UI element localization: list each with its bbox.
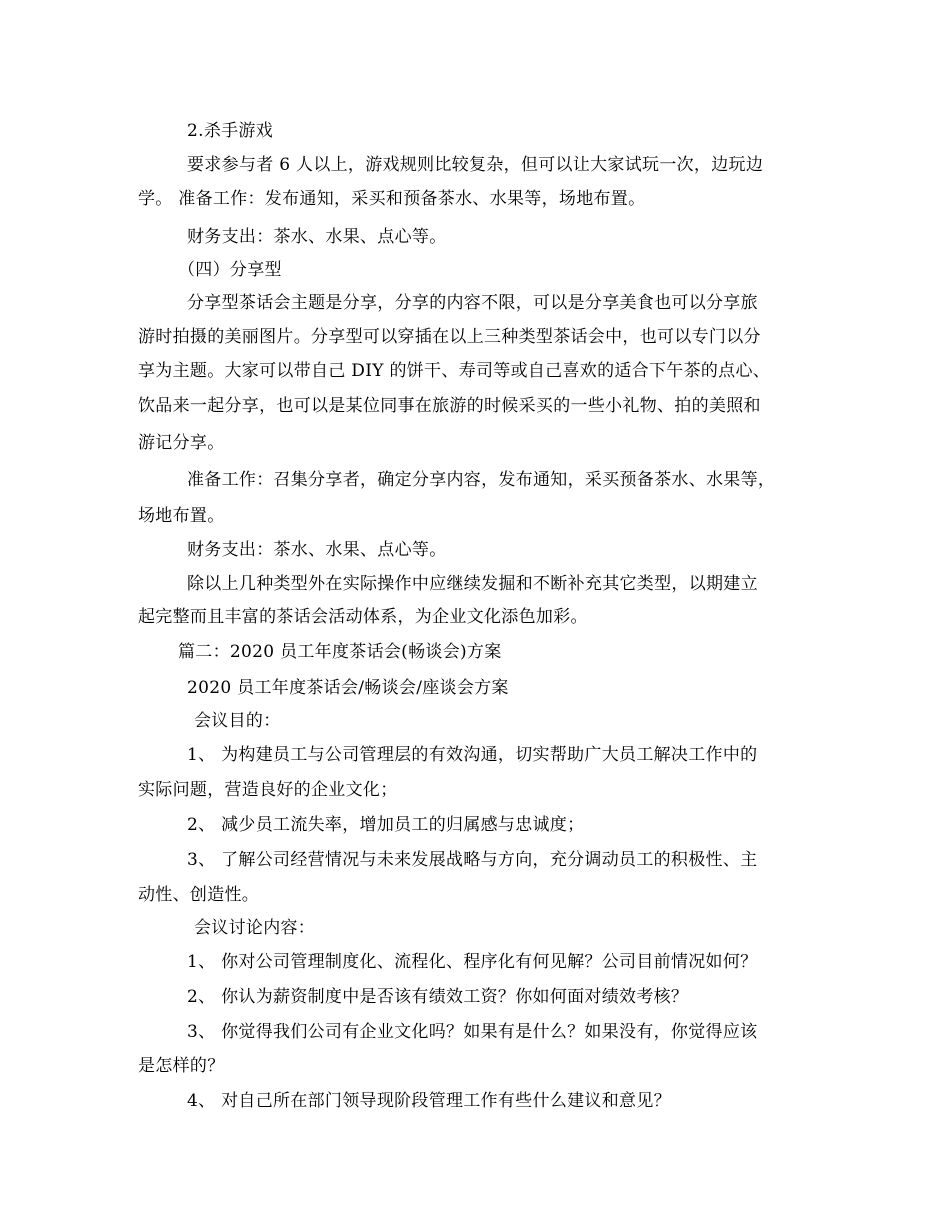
text-line: 除以上几种类型外在实际操作中应继续发掘和不断补充其它类型，以期建立 — [187, 574, 758, 594]
text-line: 游记分享。 — [138, 433, 225, 453]
section-heading: 会议目的： — [194, 711, 281, 731]
text-line: 分享型茶话会主题是分享，分享的内容不限，可以是分享美食也可以分享旅 — [187, 293, 758, 313]
list-item: 1、 你对公司管理制度化、流程化、程序化有何见解？公司目前情况如何？ — [187, 952, 758, 972]
text-line: 起完整而且丰富的茶话会活动体系，为企业文化添色加彩。 — [138, 607, 588, 627]
list-item: 2、 你认为薪资制度中是否该有绩效工资？你如何面对绩效考核？ — [187, 987, 689, 1007]
text-line: 享为主题。大家可以带自己 DIY 的饼干、寿司等或自己喜欢的适合下午茶的点心、 — [138, 361, 771, 381]
list-item: 3、 你觉得我们公司有企业文化吗？如果有是什么？如果没有，你觉得应该 — [187, 1022, 758, 1042]
text-line: 饮品来一起分享，也可以是某位同事在旅游的时候采买的一些小礼物、拍的美照和 — [138, 396, 761, 416]
text-line: 准备工作：召集分享者，确定分享内容，发布通知，采买预备茶水、水果等， — [187, 470, 776, 490]
document-subtitle: 2020 员工年度茶话会/畅谈会/座谈会方案 — [187, 678, 509, 698]
section-heading: （四）分享型 — [178, 260, 282, 280]
section-heading: 会议讨论内容： — [194, 918, 316, 938]
text-line: 2.杀手游戏 — [187, 121, 274, 141]
list-item: 3、 了解公司经营情况与未来发展战略与方向，充分调动员工的积极性、主 — [187, 850, 758, 870]
text-line: 财务支出：茶水、水果、点心等。 — [187, 227, 447, 247]
text-line: 要求参与者 6 人以上，游戏规则比较复杂，但可以让大家试玩一次，边玩边 — [187, 155, 764, 175]
text-line: 学。 准备工作：发布通知，采买和预备茶水、水果等，场地布置。 — [138, 189, 646, 209]
list-item: 1、 为构建员工与公司管理层的有效沟通，切实帮助广大员工解决工作中的 — [187, 745, 758, 765]
list-item: 2、 减少员工流失率，增加员工的归属感与忠诚度； — [187, 815, 585, 835]
text-line: 财务支出：茶水、水果、点心等。 — [187, 540, 447, 560]
list-item: 4、 对自己所在部门领导现阶段管理工作有些什么建议和意见？ — [187, 1091, 671, 1111]
text-line: 实际问题，营造良好的企业文化； — [138, 780, 398, 800]
text-line: 游时拍摄的美丽图片。分享型可以穿插在以上三种类型茶话会中，也可以专门以分 — [138, 327, 761, 347]
text-line: 是怎样的？ — [138, 1056, 225, 1076]
section-heading: 篇二：2020 员工年度茶话会(畅谈会)方案 — [178, 642, 502, 662]
text-line: 场地布置。 — [138, 506, 225, 526]
text-line: 动性、创造性。 — [138, 885, 260, 905]
